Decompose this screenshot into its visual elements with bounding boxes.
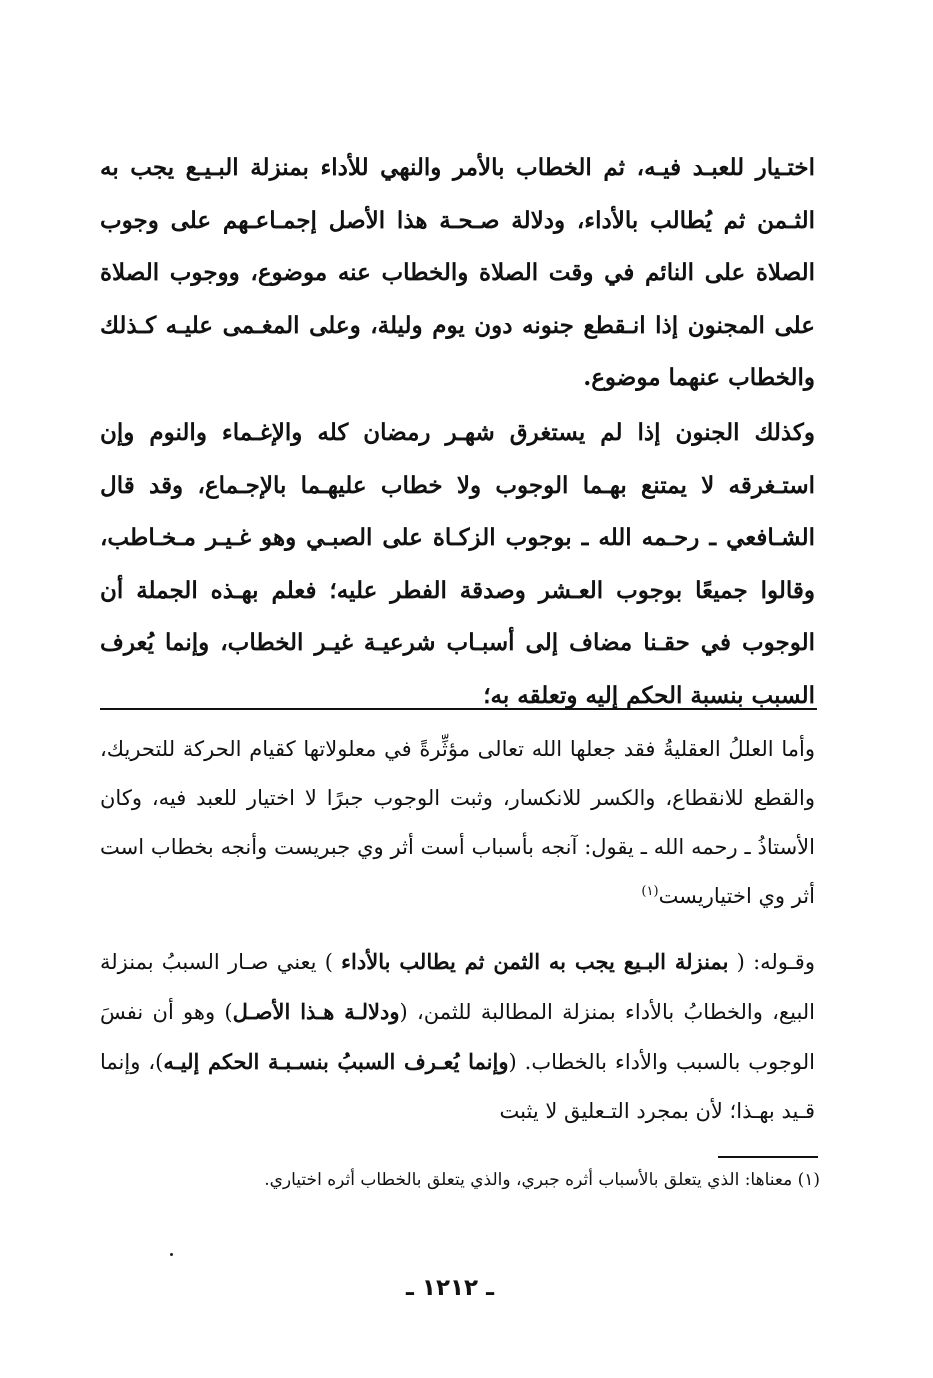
quoted-main-text: ودلالـة هـذا الأصـل bbox=[232, 999, 400, 1024]
commentary-text: )، وإنما قـيد بهـذا؛ لأن بمجرد التـعليق لا يثبت bbox=[100, 1050, 815, 1123]
quoted-main-text: بمنزلة البـيع يجب به الثمن ثم يطالب بالأداء bbox=[341, 949, 729, 974]
commentary-paragraph-1-text: وأما العللُ العقليةُ فقد جعلها الله تعالى مؤثِّرةً في معلولاتها كقيام الحركة للتحريك، والقطع للانقطاع، والكسر للانكسار، وثبت الوجوب جبرًا لا اختيار للعبد فيه، وكان الأستاذُ ـ رحمه الله ـ يقول: آنجه بأسباب أست أثر وي جبريست وأنجه بخطاب است أثر وي اختياريست bbox=[100, 737, 815, 908]
commentary-paragraph-1 bbox=[100, 725, 815, 921]
main-text-separator bbox=[100, 708, 817, 710]
footnote-reference: (١) bbox=[641, 884, 659, 899]
main-text-paragraph-1: اختـيار للعبـد فيـه، ثم الخطاب بالأمر والنهي للأداء بمنزلة البـيـع يجب به الثـمن ثم يُطالب بالأداء، ودلالة صـحـة هذا الأصل إجمـاعـهم على وجوب الصلاة على النائم في وقت الصلاة والخطاب عنه موضوع، ووجوب الصلاة على المجنون إذا انـقطع جنونه دون يوم وليلة، وعلى المغـمى عليـه كـذلك والخطاب عنهما موضوع. bbox=[100, 154, 815, 391]
commentary-text: ) وهو أن نفسَ الوجوب بالسبب والأداء بالخطاب. ( bbox=[100, 1000, 815, 1074]
footnote: (١) معناها: الذي يتعلق بالأسباب أثره جبري، والذي يتعلق بالخطاب أثره اختياري. bbox=[264, 1170, 820, 1190]
page-number: ـ ١٢١٢ ـ bbox=[406, 1275, 494, 1301]
scan-speck bbox=[170, 1253, 173, 1256]
footnote-separator bbox=[718, 1156, 818, 1158]
commentary-paragraph-2 bbox=[100, 937, 815, 1136]
commentary-text: ) يعني صـار السببُ بمنزلة البيع، والخطابُ بالأداء بمنزلة المطالبة للثمن، ( bbox=[100, 950, 816, 1024]
quoted-main-text: وإنما يُعـرف السببُ بنسـبـة الحكم إليـه bbox=[163, 1049, 509, 1074]
commentary-text: وقـوله: ( bbox=[736, 950, 815, 974]
main-text-paragraph-2: وكذلك الجنون إذا لم يستغرق شهـر رمضان كله والإغـماء والنوم وإن استـغرقه لا يمتنع بهـما الوجوب ولا خطاب عليهـما بالإجـماع، وقد قال الشـافعي ـ رحـمه الله ـ بوجوب الزكـاة على الصبـي وهو غـيـر مـخـاطب، وقالوا جميعًا بوجوب العـشر وصدقة الفطر عليه؛ فعلم بهـذه الجملة أن الوجوب في حقـنا مضاف إلى أسبـاب شرعيـة غيـر الخطاب، وإنما يُعرف السبب بنسبة الحكم إليه وتعلقه به؛ bbox=[100, 419, 815, 709]
